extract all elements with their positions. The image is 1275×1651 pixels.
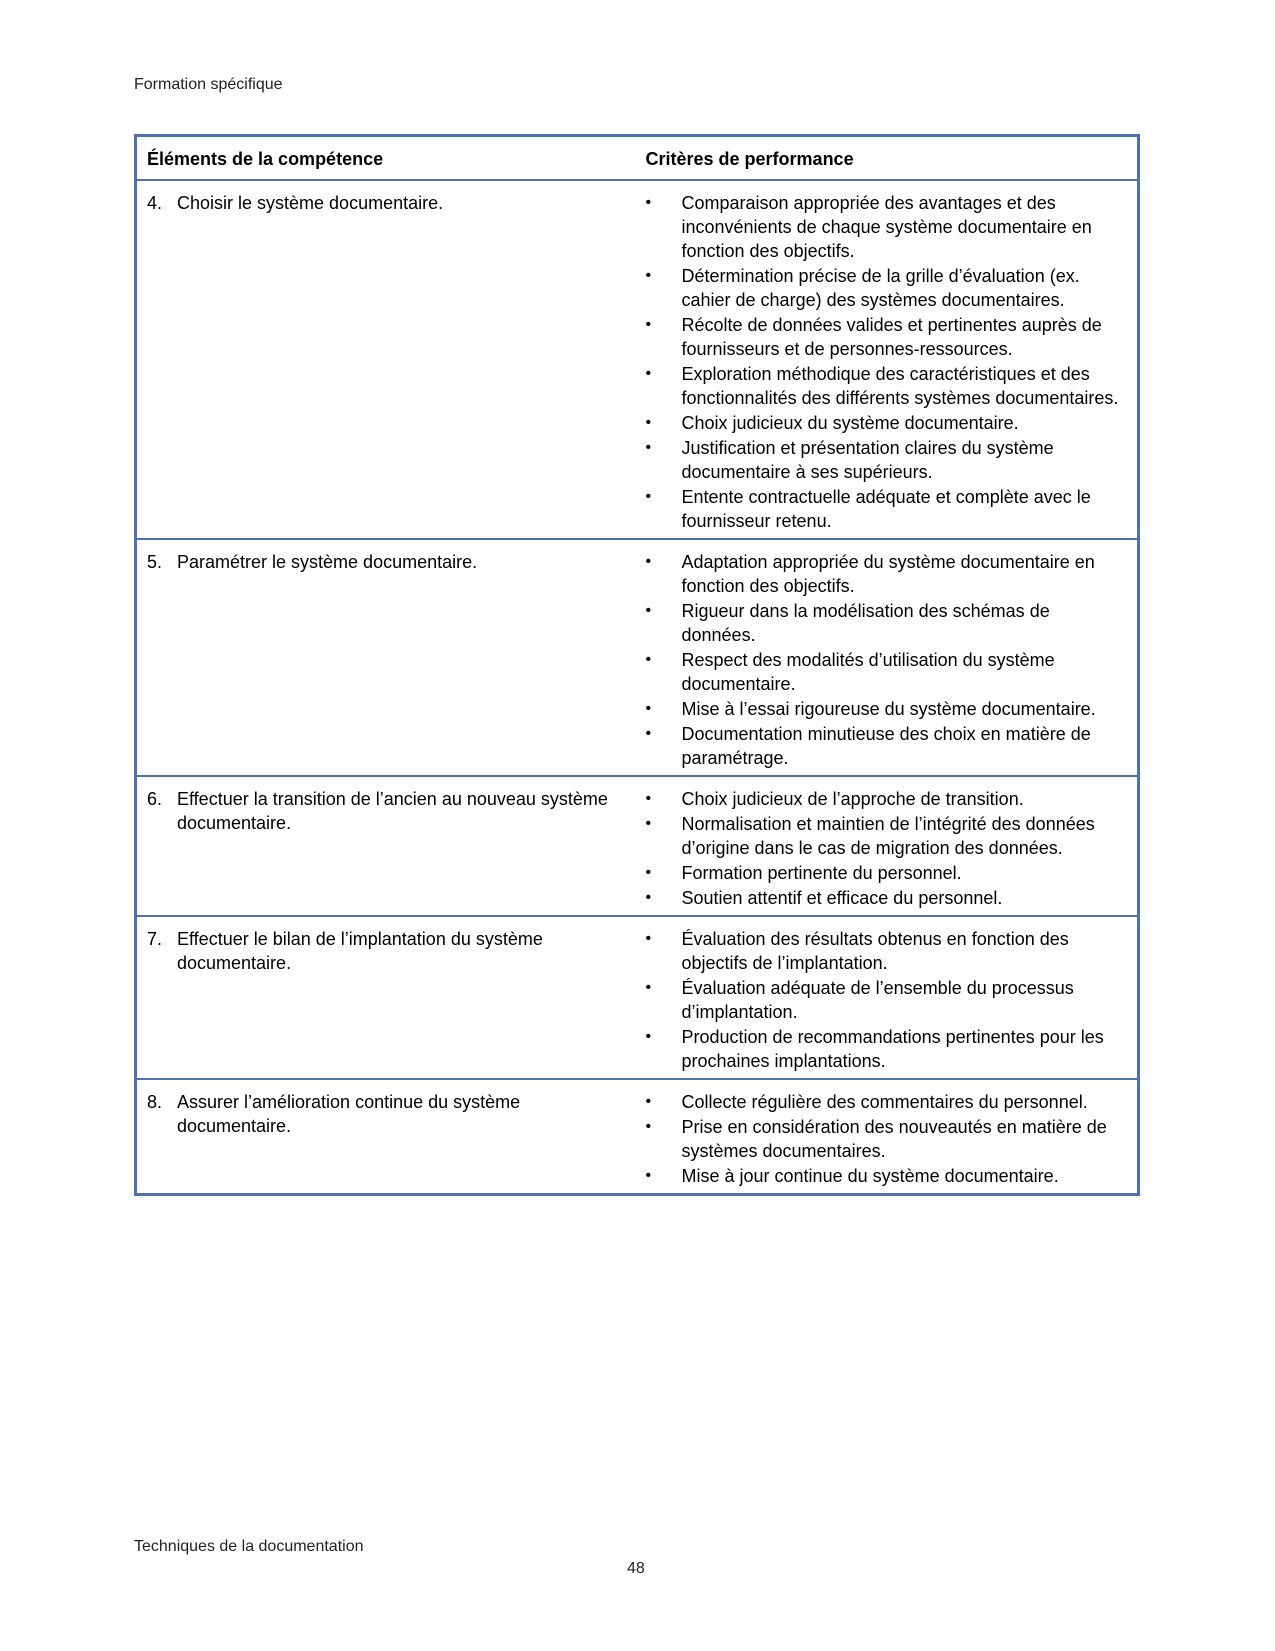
criterion-text: Collecte régulière des commentaires du personnel.: [681, 1092, 1088, 1112]
column-header-elements: Éléments de la compétence: [136, 136, 636, 181]
bullet-icon: •: [645, 488, 652, 505]
bullet-icon: •: [645, 602, 652, 619]
bullet-icon: •: [645, 700, 652, 717]
footer-program: Techniques de la documentation: [134, 1538, 364, 1555]
element-cell: [136, 916, 636, 1079]
criteria-list: [646, 550, 1128, 770]
bullet-icon: •: [645, 1028, 652, 1045]
element-number: 5.: [147, 552, 163, 572]
list-item: [646, 1115, 1128, 1163]
element-cell: [136, 180, 636, 539]
criterion-text: Détermination précise de la grille d’évaluation (ex. cahier de charge) des systèmes documentaires.: [681, 266, 1080, 310]
bullet-icon: •: [645, 439, 652, 456]
criterion-text: Respect des modalités d’utilisation du système documentaire.: [681, 650, 1055, 694]
criterion-text: Normalisation et maintien de l’intégrité des données d’origine dans le cas de migration des données.: [681, 814, 1095, 858]
list-item: [646, 550, 1128, 598]
bullet-icon: •: [645, 979, 652, 996]
bullet-icon: •: [645, 815, 652, 832]
criterion-text: Justification et présentation claires du système documentaire à ses supérieurs.: [681, 438, 1054, 482]
criterion-text: Récolte de données valides et pertinentes auprès de fournisseurs et de personnes-ressources.: [681, 315, 1102, 359]
list-item: [646, 313, 1128, 361]
table-header-row: [136, 136, 1139, 181]
criterion-text: Soutien attentif et efficace du personnel.: [681, 888, 1003, 908]
element-number: 7.: [147, 929, 163, 949]
criterion-text: Formation pertinente du personnel.: [681, 863, 962, 883]
list-item: [646, 927, 1128, 975]
list-item: [646, 787, 1128, 811]
list-item: [646, 648, 1128, 696]
bullet-icon: •: [645, 1167, 652, 1184]
list-item: [646, 1164, 1128, 1188]
criterion-text: Rigueur dans la modélisation des schémas de données.: [681, 601, 1050, 645]
bullet-icon: •: [645, 864, 652, 881]
criteria-list: [646, 1090, 1128, 1188]
criteria-cell: [636, 180, 1139, 539]
element-text: Paramétrer le système documentaire.: [177, 552, 478, 572]
list-item: [646, 697, 1128, 721]
bullet-icon: •: [645, 1118, 652, 1135]
competence-element: [147, 550, 626, 574]
page-number: 48: [627, 1560, 645, 1577]
criteria-cell: [636, 1079, 1139, 1195]
criterion-text: Choix judicieux du système documentaire.: [681, 413, 1019, 433]
criteria-list: [646, 927, 1128, 1073]
list-item: [646, 436, 1128, 484]
list-item: [646, 812, 1128, 860]
criterion-text: Entente contractuelle adéquate et complète avec le fournisseur retenu.: [681, 487, 1091, 531]
element-cell: [136, 776, 636, 916]
list-item: [646, 1025, 1128, 1073]
bullet-icon: •: [645, 889, 652, 906]
criterion-text: Mise à l’essai rigoureuse du système documentaire.: [681, 699, 1096, 719]
column-header-criteria: Critères de performance: [636, 136, 1139, 181]
competence-element: [147, 1090, 626, 1138]
criterion-text: Comparaison appropriée des avantages et des inconvénients de chaque système documentaire en fonction des objectifs.: [681, 193, 1092, 261]
list-item: [646, 861, 1128, 885]
bullet-icon: •: [645, 267, 652, 284]
table-row: [136, 180, 1139, 539]
bullet-icon: •: [645, 1093, 652, 1110]
table-row: [136, 916, 1139, 1079]
bullet-icon: •: [645, 651, 652, 668]
table-row: [136, 539, 1139, 776]
bullet-icon: •: [645, 553, 652, 570]
element-number: 6.: [147, 789, 163, 809]
list-item: [646, 411, 1128, 435]
element-text: Assurer l’amélioration continue du système documentaire.: [177, 1092, 521, 1136]
list-item: [646, 362, 1128, 410]
element-text: Effectuer la transition de l’ancien au nouveau système documentaire.: [177, 789, 608, 833]
list-item: [646, 976, 1128, 1024]
bullet-icon: •: [645, 365, 652, 382]
element-cell: [136, 539, 636, 776]
competence-element: [147, 787, 626, 835]
list-item: [646, 886, 1128, 910]
list-item: [646, 485, 1128, 533]
running-header: Formation spécifique: [134, 76, 283, 93]
competence-element: [147, 191, 626, 215]
criterion-text: Prise en considération des nouveautés en matière de systèmes documentaires.: [681, 1117, 1107, 1161]
criterion-text: Évaluation adéquate de l’ensemble du processus d’implantation.: [681, 978, 1074, 1022]
criterion-text: Exploration méthodique des caractéristiques et des fonctionnalités des différents systèmes documentaires.: [681, 364, 1119, 408]
element-number: 8.: [147, 1092, 163, 1112]
bullet-icon: •: [645, 930, 652, 947]
element-text: Effectuer le bilan de l’implantation du système documentaire.: [177, 929, 543, 973]
criteria-cell: [636, 916, 1139, 1079]
element-cell: [136, 1079, 636, 1195]
criteria-cell: [636, 776, 1139, 916]
list-item: [646, 599, 1128, 647]
criterion-text: Production de recommandations pertinentes pour les prochaines implantations.: [681, 1027, 1104, 1071]
element-number: 4.: [147, 193, 163, 213]
criteria-list: [646, 787, 1128, 910]
table-row: [136, 776, 1139, 916]
bullet-icon: •: [645, 316, 652, 333]
list-item: [646, 191, 1128, 263]
criterion-text: Mise à jour continue du système documentaire.: [681, 1166, 1059, 1186]
competence-element: [147, 927, 626, 975]
criteria-cell: [636, 539, 1139, 776]
bullet-icon: •: [645, 725, 652, 742]
bullet-icon: •: [645, 414, 652, 431]
list-item: [646, 722, 1128, 770]
criterion-text: Documentation minutieuse des choix en matière de paramétrage.: [681, 724, 1091, 768]
list-item: [646, 1090, 1128, 1114]
criterion-text: Choix judicieux de l’approche de transition.: [681, 789, 1024, 809]
list-item: [646, 264, 1128, 312]
criterion-text: Adaptation appropriée du système documentaire en fonction des objectifs.: [681, 552, 1095, 596]
competence-table: [134, 134, 1140, 1196]
bullet-icon: •: [645, 790, 652, 807]
criteria-list: [646, 191, 1128, 533]
element-text: Choisir le système documentaire.: [177, 193, 444, 213]
criterion-text: Évaluation des résultats obtenus en fonction des objectifs de l’implantation.: [681, 929, 1069, 973]
bullet-icon: •: [645, 194, 652, 211]
table-row: [136, 1079, 1139, 1195]
